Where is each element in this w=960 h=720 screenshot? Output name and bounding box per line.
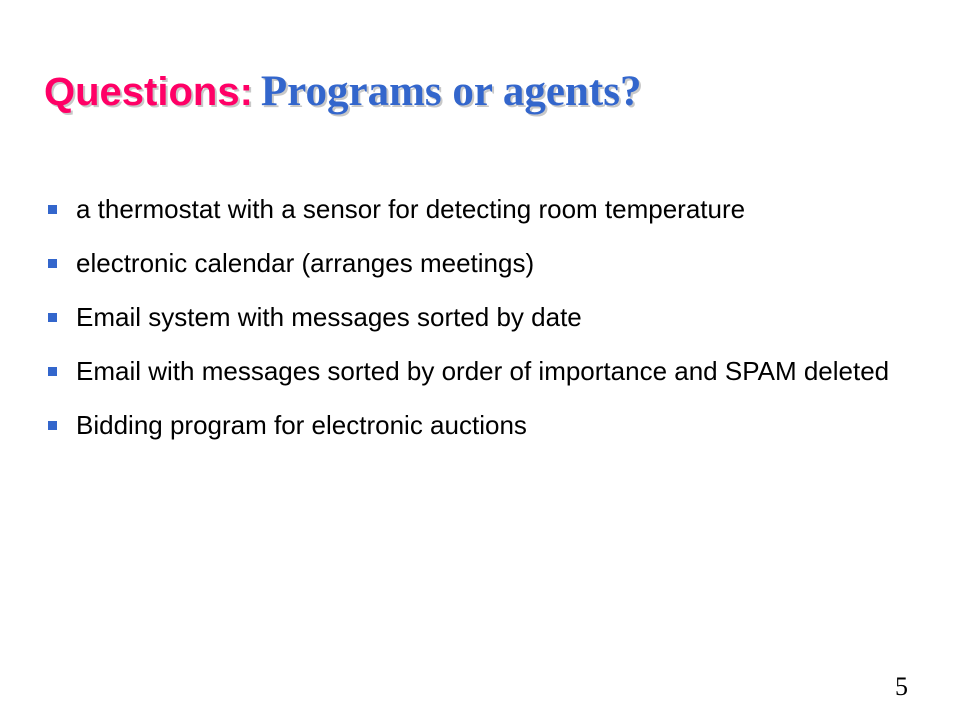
slide-title [44,70,641,113]
bullet-list [44,192,924,462]
square-bullet-icon [48,205,57,214]
bullet-item [44,408,924,442]
bullet-text: Bidding program for electronic auctions [76,410,527,440]
bullet-item [44,300,924,334]
bullet-text: Email system with messages sorted by date [76,302,582,332]
bullet-text: Email with messages sorted by order of importance and SPAM deleted [76,356,890,386]
square-bullet-icon [48,259,57,268]
bullet-text: a thermostat with a sensor for detecting room temperature [76,194,746,224]
square-bullet-icon [48,367,57,376]
square-bullet-icon [48,421,57,430]
title-tail: Programs or agents? [260,68,642,115]
square-bullet-icon [48,313,57,322]
bullet-item [44,246,924,280]
bullet-text: electronic calendar (arranges meetings) [76,248,535,278]
slide-number: 5 [895,672,908,701]
bullet-item [44,192,924,226]
bullet-item [44,354,924,388]
title-lead: Questions: [44,70,253,114]
